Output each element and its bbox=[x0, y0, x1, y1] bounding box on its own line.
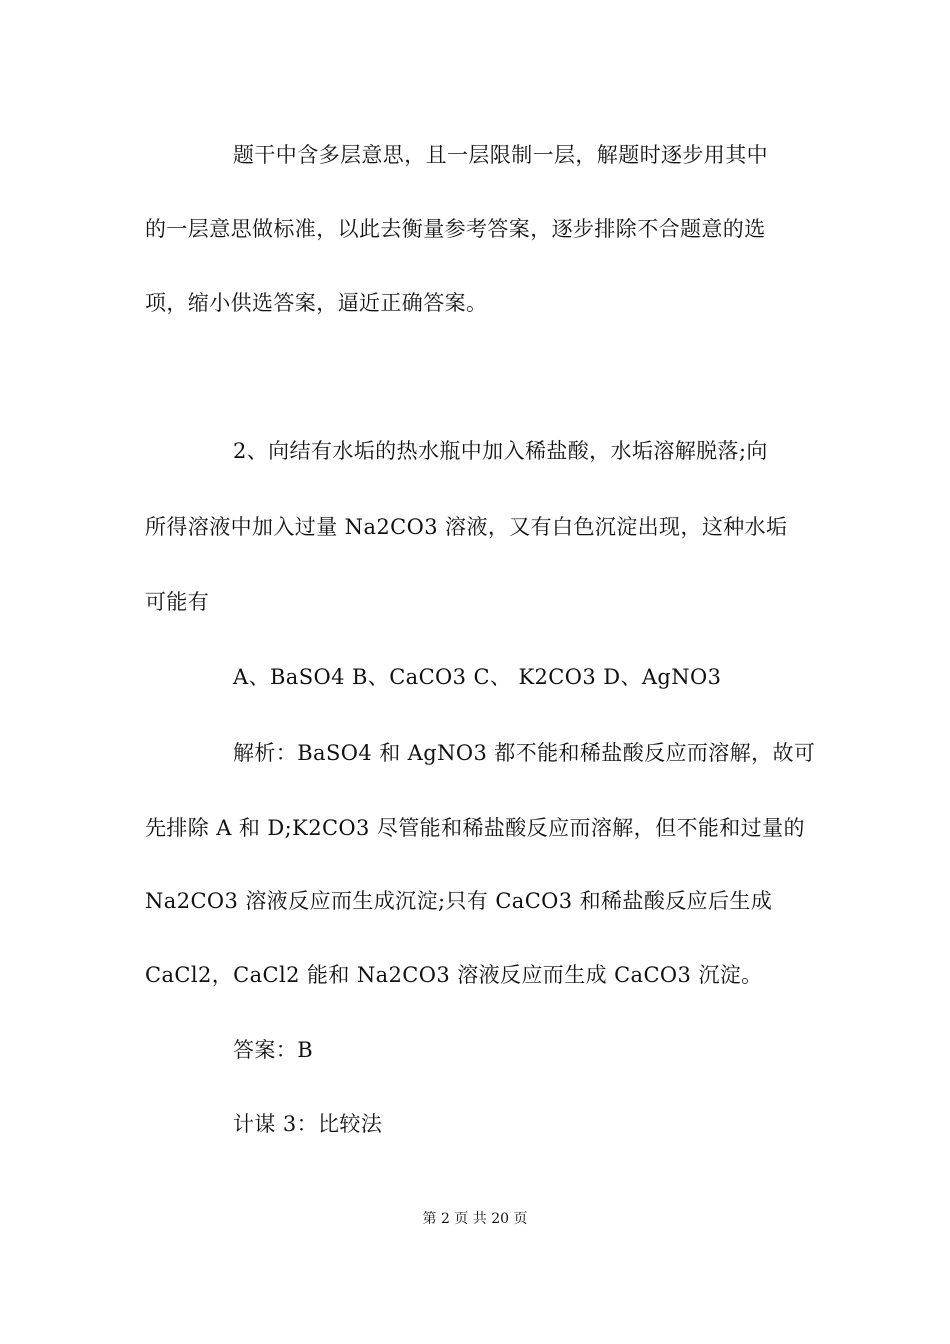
answer-line: 答案：B bbox=[233, 1038, 314, 1062]
question-line-3: 可能有 bbox=[145, 590, 210, 614]
paragraph-1-line-2: 的一层意思做标准，以此去衡量参考答案，逐步排除不合题意的选 bbox=[145, 217, 766, 241]
analysis-line-1: 解析：BaSO4 和 AgNO3 都不能和稀盐酸反应而溶解，故可 bbox=[233, 741, 816, 765]
question-line-1: 2、向结有水垢的热水瓶中加入稀盐酸，水垢溶解脱落;向 bbox=[233, 439, 768, 463]
analysis-line-3: Na2CO3 溶液反应而生成沉淀;只有 CaCO3 和稀盐酸反应后生成 bbox=[145, 889, 773, 913]
paragraph-1-line-3: 项，缩小供选答案，逼近正确答案。 bbox=[145, 291, 488, 315]
answer-options: A、BaSO4 B、CaCO3 C、 K2CO3 D、AgNO3 bbox=[233, 665, 722, 689]
question-line-2: 所得溶液中加入过量 Na2CO3 溶液，又有白色沉淀出现，这种水垢 bbox=[145, 515, 788, 539]
analysis-line-4: CaCl2，CaCl2 能和 Na2CO3 溶液反应而生成 CaCO3 沉淀。 bbox=[145, 963, 763, 987]
page-number-footer: 第 2 页 共 20 页 bbox=[422, 1211, 528, 1227]
section-heading: 计谋 3：比较法 bbox=[233, 1112, 383, 1136]
paragraph-1-line-1: 题干中含多层意思，且一层限制一层，解题时逐步用其中 bbox=[233, 143, 768, 167]
analysis-line-2: 先排除 A 和 D;K2CO3 尽管能和稀盐酸反应而溶解，但不能和过量的 bbox=[145, 816, 805, 840]
